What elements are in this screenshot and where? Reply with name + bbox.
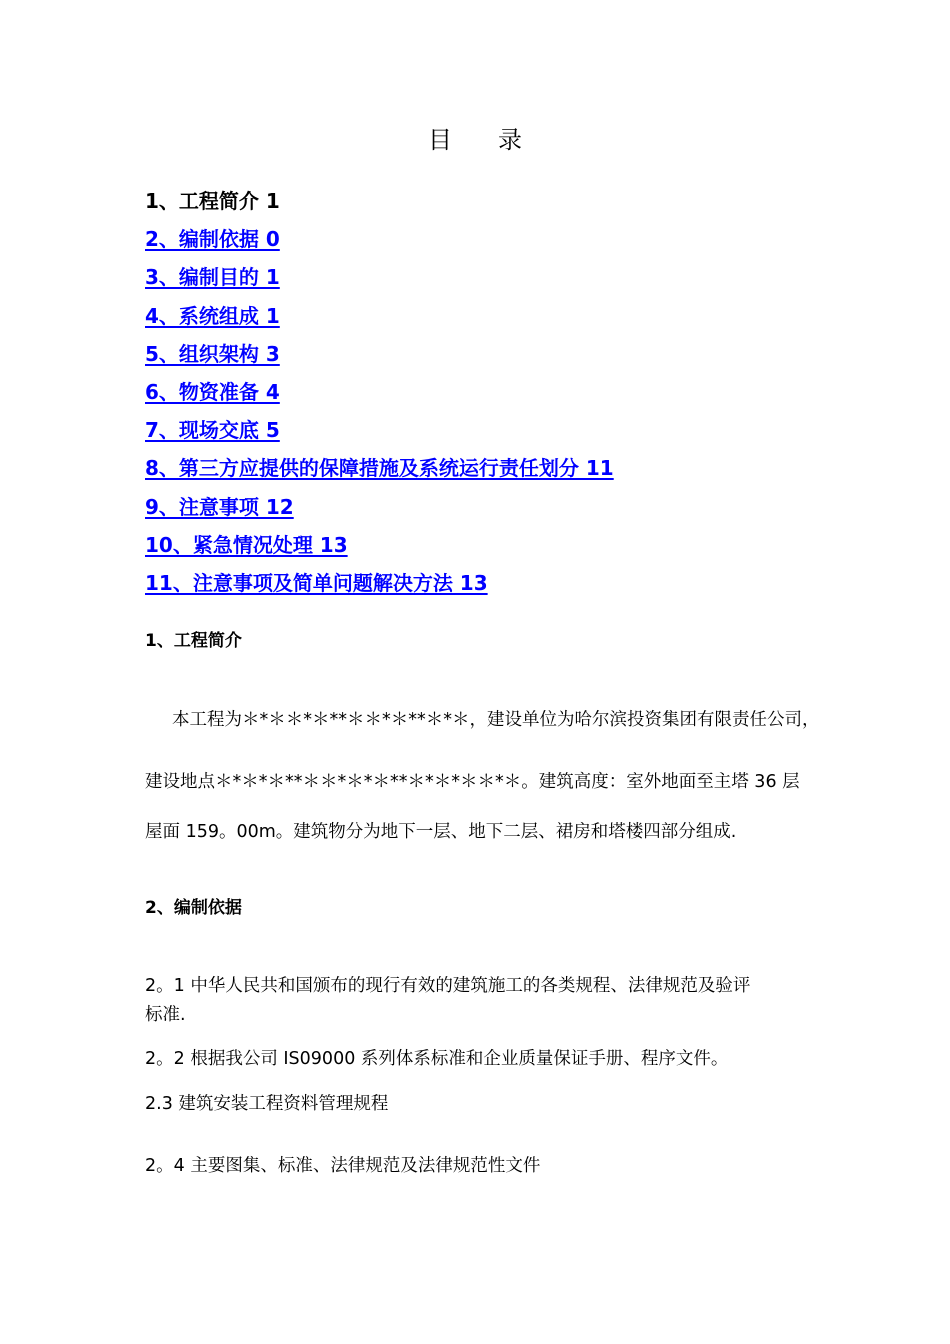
toc-item-8[interactable] bbox=[145, 453, 614, 491]
toc-item-9[interactable] bbox=[145, 492, 614, 530]
toc-link[interactable]: 3、编制目的 1 bbox=[145, 265, 280, 290]
toc-link[interactable]: 10、紧急情况处理 13 bbox=[145, 532, 348, 557]
toc-title: 目录 bbox=[428, 126, 568, 154]
section-heading: 1、工程简介 bbox=[145, 631, 242, 651]
toc-item-10[interactable] bbox=[145, 530, 614, 568]
table-of-contents bbox=[145, 186, 614, 606]
toc-item-1 bbox=[145, 186, 614, 224]
toc-link[interactable]: 8、第三方应提供的保障措施及系统运行责任划分 11 bbox=[145, 456, 614, 481]
toc-item-label: 1、工程简介 1 bbox=[145, 189, 280, 213]
toc-item-7[interactable] bbox=[145, 415, 614, 453]
section-heading: 2、编制依据 bbox=[145, 898, 242, 918]
toc-link[interactable]: 11、注意事项及简单问题解决方法 13 bbox=[145, 570, 488, 595]
toc-item-6[interactable] bbox=[145, 377, 614, 415]
body-text: 2。1 中华人民共和国颁布的现行有效的建筑施工的各类规程、法律规范及验评 bbox=[145, 976, 751, 996]
body-text: 2。4 主要图集、标准、法律规范及法律规范性文件 bbox=[145, 1156, 541, 1176]
body-text: 本工程为＊*＊＊*＊**＊＊*＊**＊*＊，建设单位为哈尔滨投资集团有限责任公司， bbox=[172, 710, 820, 730]
body-text: 标准. bbox=[145, 1005, 186, 1025]
toc-link[interactable]: 4、系统组成 1 bbox=[145, 303, 280, 328]
body-text: 建设地点＊*＊*＊**＊＊*＊*＊**＊*＊*＊＊*＊。建筑高度：室外地面至主塔 36 层 bbox=[145, 772, 800, 792]
toc-link[interactable]: 2、编制依据 0 bbox=[145, 227, 280, 252]
toc-link[interactable]: 6、物资准备 4 bbox=[145, 379, 280, 404]
toc-item-2[interactable] bbox=[145, 224, 614, 262]
body-text: 屋面 159。00m。建筑物分为地下一层、地下二层、裙房和塔楼四部分组成. bbox=[145, 822, 737, 842]
toc-item-11[interactable] bbox=[145, 568, 614, 606]
body-text: 2。2 根据我公司 IS09000 系列体系标准和企业质量保证手册、程序文件。 bbox=[145, 1049, 729, 1069]
toc-item-3[interactable] bbox=[145, 262, 614, 300]
toc-link[interactable]: 7、现场交底 5 bbox=[145, 418, 280, 443]
toc-item-4[interactable] bbox=[145, 301, 614, 339]
toc-item-5[interactable] bbox=[145, 339, 614, 377]
toc-link[interactable]: 9、注意事项 12 bbox=[145, 494, 294, 519]
toc-link[interactable]: 5、组织架构 3 bbox=[145, 341, 280, 366]
body-text: 2.3 建筑安装工程资料管理规程 bbox=[145, 1094, 389, 1114]
